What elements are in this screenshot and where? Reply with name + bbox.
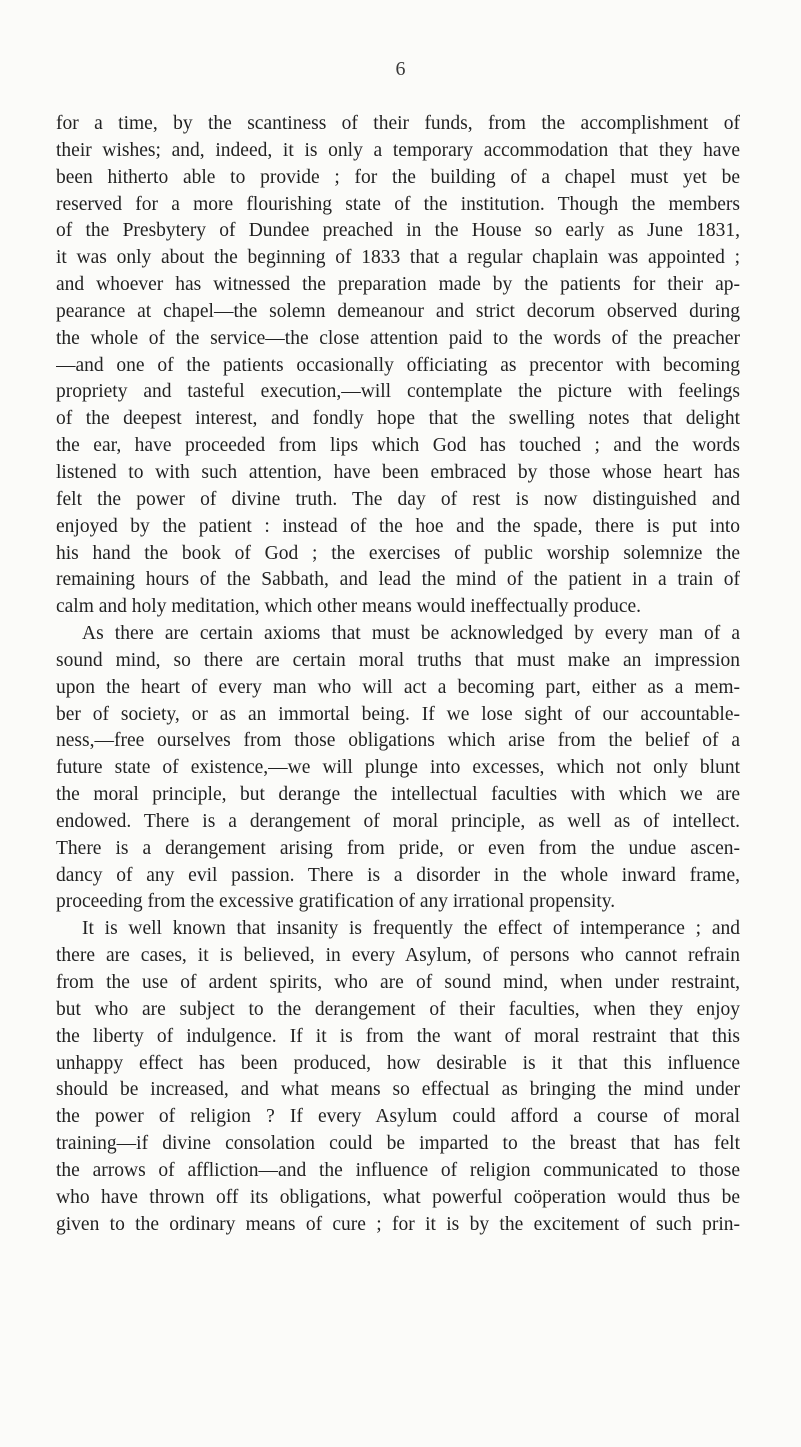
text-line: —and one of the patients occasionally officiating as precentor with becoming	[56, 354, 740, 376]
text-line: for a time, by the scantiness of their funds, from the accomplishment of	[56, 113, 740, 134]
page-number: 6	[395, 58, 406, 80]
text-line: pearance at chapel—the solemn demeanour and strict decorum observed during	[56, 300, 740, 322]
text-line: unhappy effect has been produced, how desirable is it that this influence	[56, 1052, 740, 1074]
text-line: been hitherto able to provide ; for the building of a chapel must yet be	[56, 166, 740, 188]
text-line: sound mind, so there are certain moral truths that must make an impression	[56, 649, 740, 671]
text-line: training—if divine consolation could be imparted to the breast that has felt	[56, 1133, 740, 1155]
text-line: it was only about the beginning of 1833 that a regular chaplain was appointed ;	[56, 247, 740, 269]
text-line: ness,—free ourselves from those obligations which arise from the belief of a	[56, 730, 740, 752]
text-line: who have thrown off its obligations, what powerful coöperation would thus be	[56, 1186, 740, 1208]
text-line: listened to with such attention, have been embraced by those whose heart has	[56, 461, 740, 483]
text-line: There is a derangement arising from pride, or even from the undue ascen-	[56, 837, 740, 859]
text-line: given to the ordinary means of cure ; for it is by the excitement of such prin-	[56, 1213, 740, 1235]
text-line: propriety and tasteful execution,—will contemplate the picture with feelings	[56, 381, 740, 403]
paragraph-start-line: As there are certain axioms that must be acknowledged by every man of a	[82, 623, 740, 645]
text-line: upon the heart of every man who will act a becoming part, either as a mem-	[56, 676, 740, 698]
text-line: there are cases, it is believed, in every Asylum, of persons who cannot refrain	[56, 945, 740, 967]
text-line: enjoyed by the patient : instead of the hoe and the spade, there is put into	[56, 515, 740, 537]
text-line: proceeding from the excessive gratification of any irrational propensity.	[56, 891, 616, 913]
text-line: but who are subject to the derangement of their faculties, when they enjoy	[56, 998, 740, 1020]
text-line: his hand the book of God ; the exercises of public worship solemnize the	[56, 542, 740, 564]
text-line: of the Presbytery of Dundee preached in the House so early as June 1831,	[56, 220, 740, 242]
text-line: ber of society, or as an immortal being. If we lose sight of our accountable-	[56, 703, 740, 725]
text-line: and whoever has witnessed the preparation made by the patients for their ap-	[56, 274, 740, 296]
text-line: remaining hours of the Sabbath, and lead the mind of the patient in a train of	[56, 569, 740, 591]
text-line: calm and holy meditation, which other means would ineffectually produce.	[56, 596, 642, 618]
text-line: the whole of the service—the close attention paid to the words of the preacher	[56, 327, 740, 349]
text-line: the arrows of affliction—and the influence of religion communicated to those	[56, 1159, 740, 1181]
text-line: the liberty of indulgence. If it is from the want of moral restraint that this	[56, 1025, 740, 1047]
text-line: future state of existence,—we will plunge into excesses, which not only blunt	[56, 757, 740, 779]
text-line: reserved for a more flourishing state of the institution. Though the members	[56, 193, 740, 215]
text-line: from the use of ardent spirits, who are of sound mind, when under restraint,	[56, 972, 740, 993]
text-line: of the deepest interest, and fondly hope that the swelling notes that delight	[56, 408, 740, 430]
text-line: dancy of any evil passion. There is a disorder in the whole inward frame,	[56, 864, 740, 886]
text-line: their wishes; and, indeed, it is only a temporary accommodation that they have	[56, 139, 740, 161]
text-line: the moral principle, but derange the intellectual faculties with which we are	[56, 784, 740, 806]
body-text	[56, 111, 740, 1238]
paragraph-start-line: It is well known that insanity is frequently the effect of intemperance ; and	[82, 918, 740, 940]
text-line: the power of religion ? If every Asylum could afford a course of moral	[56, 1106, 740, 1128]
text-line: should be increased, and what means so effectual as bringing the mind under	[56, 1079, 740, 1101]
text-line: felt the power of divine truth. The day of rest is now distinguished and	[56, 488, 740, 510]
text-line: the ear, have proceeded from lips which God has touched ; and the words	[56, 435, 740, 457]
text-line: endowed. There is a derangement of moral principle, as well as of intellect.	[56, 810, 740, 832]
